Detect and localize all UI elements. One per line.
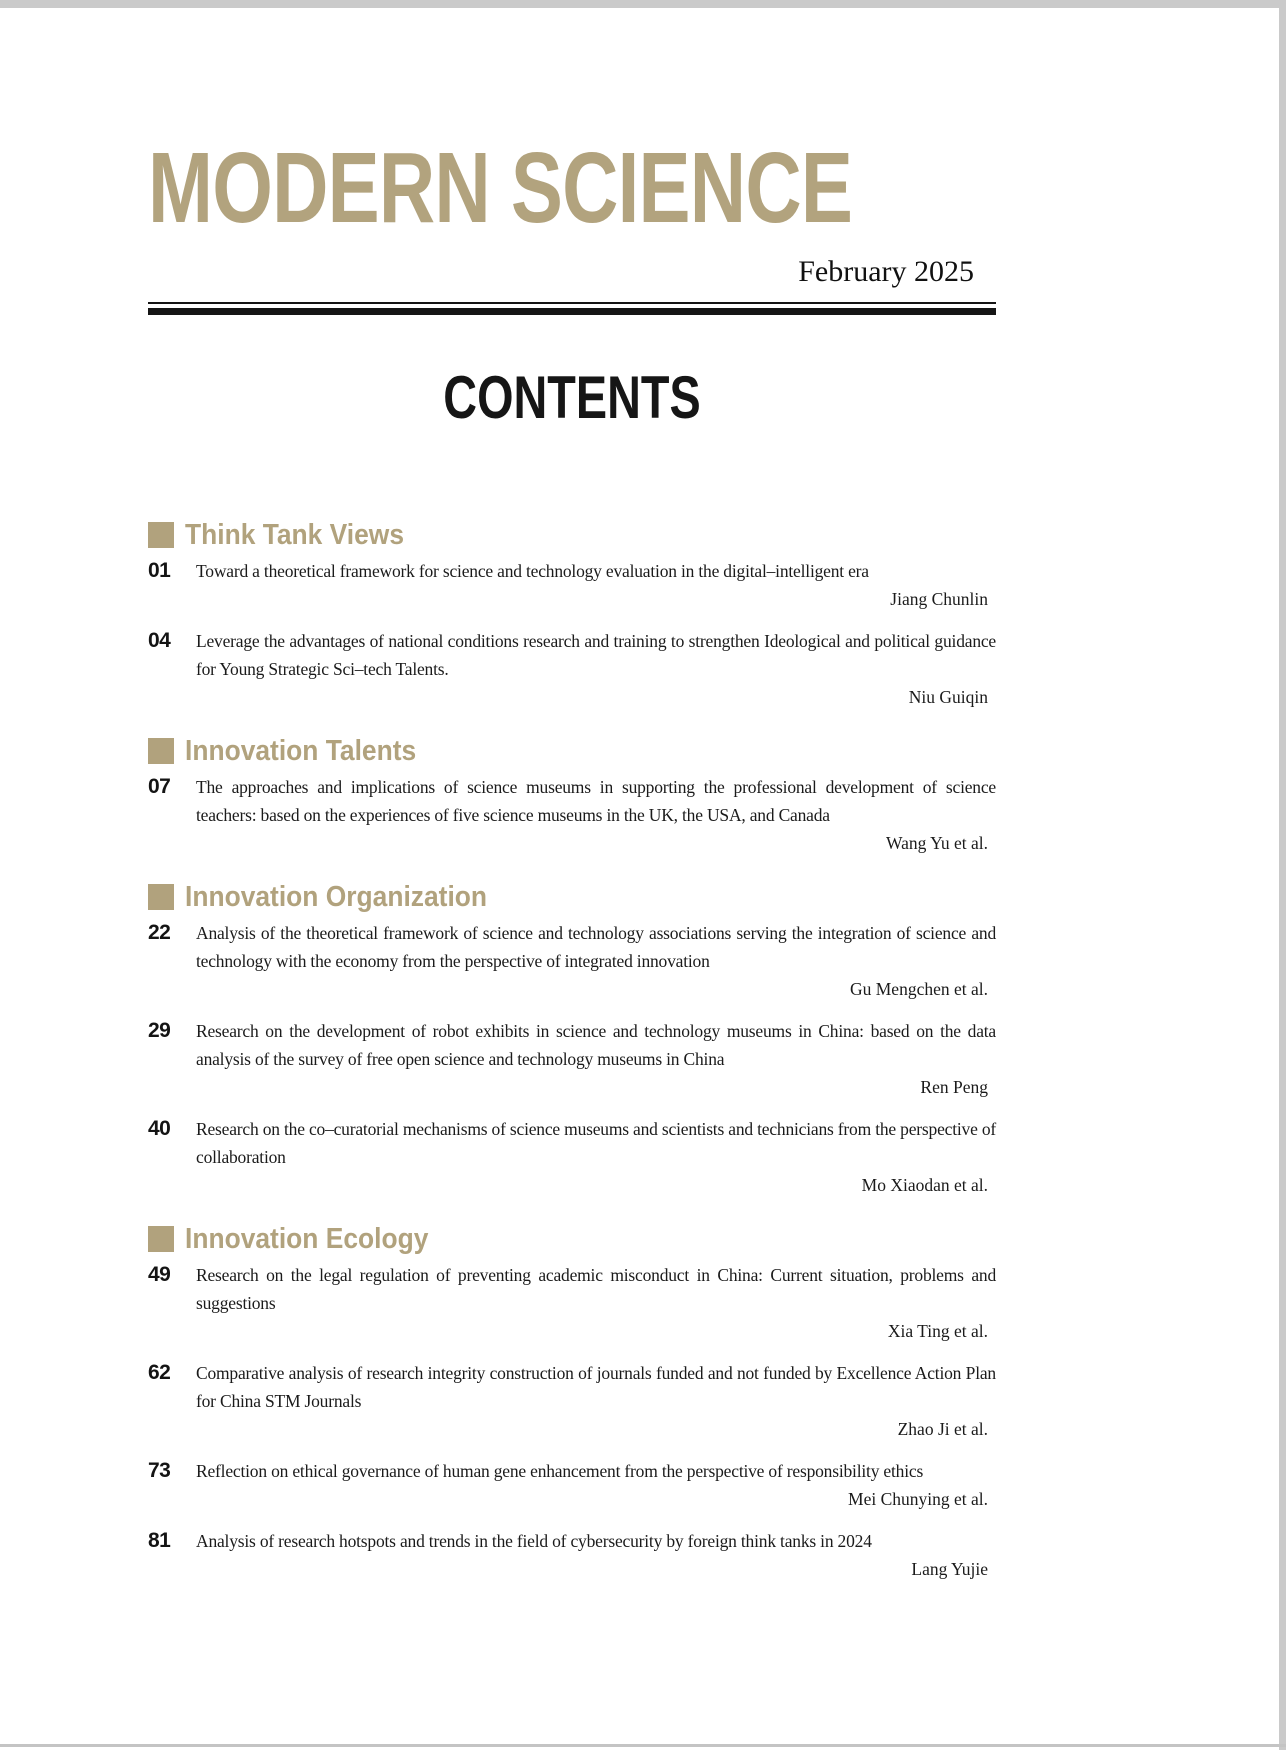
- entry-authors: Mo Xiaodan et al.: [861, 1175, 988, 1195]
- toc-section-innovation-ecology: [148, 1223, 996, 1583]
- toc-section-innovation-talents: [148, 735, 996, 857]
- entry-body: [196, 1017, 996, 1101]
- entry-title: Analysis of the theoretical framework of science and technology associations serving the integration of science and technology with the economy from the perspective of integrated innovation: [196, 923, 996, 971]
- entry-title: The approaches and implications of science museums in supporting the professional development of science teachers: based on the experiences of five science museums in the UK, the USA, and Canada: [196, 777, 996, 825]
- section-heading: [148, 519, 996, 551]
- toc-entry: [148, 773, 996, 857]
- toc-entry: [148, 1359, 996, 1443]
- toc-section-think-tank-views: [148, 519, 996, 711]
- page-edge-bottom: [0, 1744, 1286, 1747]
- entry-page-number: 29: [148, 1019, 171, 1042]
- entry-authors: Xia Ting et al.: [887, 1321, 988, 1341]
- header-rule-thick: [148, 308, 996, 315]
- entry-page-number: 40: [148, 1117, 171, 1140]
- entry-authors: Ren Peng: [920, 1077, 988, 1097]
- entry-body: [196, 773, 996, 857]
- section-heading: [148, 881, 996, 913]
- section-title: Innovation Ecology: [185, 1222, 429, 1255]
- entry-authors: Lang Yujie: [911, 1559, 988, 1579]
- section-heading: [148, 735, 996, 767]
- entry-page-number: 01: [148, 559, 171, 582]
- entry-page-number: 73: [148, 1459, 171, 1482]
- toc-entry: [148, 1017, 996, 1101]
- section-square-icon: [148, 884, 174, 910]
- entry-title: Leverage the advantages of national conditions research and training to strengthen Ideological and political guidance for Young Strategic Sci–tech Talents.: [196, 631, 996, 679]
- section-square-icon: [148, 738, 174, 764]
- entry-authors: Wang Yu et al.: [886, 833, 988, 853]
- section-title: Innovation Organization: [185, 880, 488, 913]
- contents-heading: CONTENTS: [443, 364, 701, 431]
- entry-page-number: 04: [148, 629, 171, 652]
- entry-page-number: 62: [148, 1361, 171, 1384]
- section-title: Innovation Talents: [185, 734, 417, 767]
- entry-body: [196, 1115, 996, 1199]
- issue-date: February 2025: [798, 255, 974, 288]
- entry-body: [196, 1527, 996, 1583]
- entry-authors: Mei Chunying et al.: [848, 1489, 988, 1509]
- toc-entry: [148, 557, 996, 613]
- toc-entry: [148, 627, 996, 711]
- entry-page-number: 22: [148, 921, 171, 944]
- entry-authors: Jiang Chunlin: [890, 589, 988, 609]
- entry-body: [196, 557, 996, 613]
- entry-body: [196, 1457, 996, 1513]
- entry-body: [196, 627, 996, 711]
- entry-title: Research on the legal regulation of preventing academic misconduct in China: Current situation, problems and suggestions: [196, 1265, 996, 1313]
- entry-title: Toward a theoretical framework for science and technology evaluation in the digital–intelligent era: [196, 561, 869, 581]
- section-square-icon: [148, 522, 174, 548]
- page-content: [148, 0, 996, 1583]
- toc-entry: [148, 1261, 996, 1345]
- entry-title: Reflection on ethical governance of human gene enhancement from the perspective of responsibility ethics: [196, 1461, 924, 1481]
- entry-title: Comparative analysis of research integrity construction of journals funded and not funded by Excellence Action Plan for China STM Journals: [196, 1363, 996, 1411]
- entry-page-number: 81: [148, 1529, 171, 1552]
- entry-body: [196, 1261, 996, 1345]
- entry-title: Analysis of research hotspots and trends in the field of cybersecurity by foreign think tanks in 2024: [196, 1531, 872, 1551]
- page-edge-right: [1279, 0, 1286, 1750]
- entry-authors: Zhao Ji et al.: [897, 1419, 988, 1439]
- toc-section-innovation-organization: [148, 881, 996, 1199]
- toc-entry: [148, 1527, 996, 1583]
- entry-title: Research on the co–curatorial mechanisms of science museums and scientists and technicians from the perspective of collaboration: [196, 1119, 996, 1167]
- section-heading: [148, 1223, 996, 1255]
- entry-title: Research on the development of robot exhibits in science and technology museums in China: based on the data analysis of the survey of free open science and technology museums in China: [196, 1021, 996, 1069]
- header-rule-thin: [148, 302, 996, 304]
- section-square-icon: [148, 1226, 174, 1252]
- entry-page-number: 07: [148, 775, 171, 798]
- section-title: Think Tank Views: [185, 518, 405, 551]
- toc-entry: [148, 919, 996, 1003]
- entry-authors: Gu Mengchen et al.: [849, 979, 988, 999]
- entry-body: [196, 1359, 996, 1443]
- journal-title: MODERN SCIENCE: [148, 132, 853, 244]
- entry-body: [196, 919, 996, 1003]
- toc-entry: [148, 1115, 996, 1199]
- entry-page-number: 49: [148, 1263, 171, 1286]
- toc-entry: [148, 1457, 996, 1513]
- entry-authors: Niu Guiqin: [908, 687, 988, 707]
